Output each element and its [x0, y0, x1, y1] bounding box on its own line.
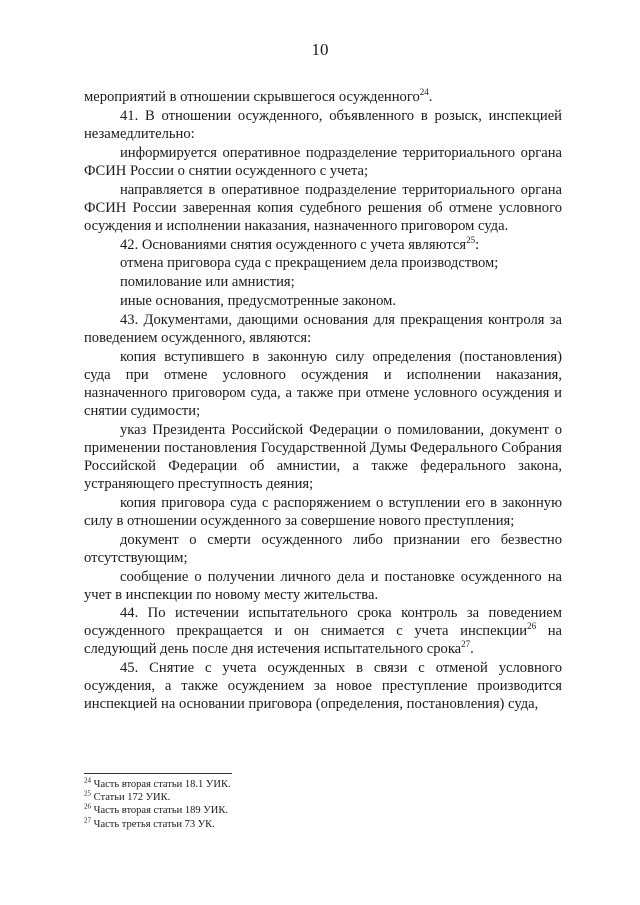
footnote-divider: [84, 773, 232, 774]
paragraph: копия вступившего в законную силу определения (постановления) суда при отмене условного осуждения и исполнении наказания, назначенного приговором суда, а также при отмене условного осуждения и снятии судимости;: [84, 349, 562, 420]
paragraph: помилование или амнистия;: [120, 274, 295, 291]
paragraph: сообщение о получении личного дела и постановке осужденного на учет в инспекции по новому месту жительства.: [84, 568, 562, 603]
footnotes: [84, 778, 562, 831]
paragraph: информируется оперативное подразделение территориального органа ФСИН России о снятии осужденного с учета;: [84, 144, 562, 179]
footnote-ref: 25: [466, 234, 476, 245]
paragraph: мероприятий в отношении скрывшегося осужденного$^{24}$.: [84, 87, 433, 105]
footnote-ref: 27: [461, 639, 471, 650]
body-text: [84, 88, 562, 714]
footnote: $^{26}$ Часть вторая статьи 189 УИК.: [84, 802, 228, 817]
paragraph: отмена приговора суда с прекращением дела производством;: [120, 255, 499, 272]
footnote: $^{27}$ Часть третья статьи 73 УК.: [84, 816, 215, 830]
page-number: 10: [311, 40, 329, 59]
paragraph: указ Президента Российской Федерации о помиловании, документ о применении постановления Государственной Думы Федерального Собрания Российской Федерации об амнистии, а также федерального закона, устраняющего преступность деяния;: [84, 421, 562, 492]
paragraph: 45. Снятие с учета осужденных в связи с отменой условного осуждения, а также осуждением за новое преступление производится инспекцией на основании приговора (определения, постановления) суда,: [84, 660, 562, 713]
footnote: $^{25}$ Статьи 172 УИК.: [84, 789, 171, 804]
paragraph: 41. В отношении осужденного, объявленного в розыск, инспекцией незамедлительно:: [84, 107, 562, 142]
paragraph: иные основания, предусмотренные законом.: [120, 293, 397, 310]
paragraph: документ о смерти осужденного либо признании его безвестно отсутствующим;: [84, 531, 562, 566]
paragraph: копия приговора суда с распоряжением о вступлении его в законную силу в отношении осужденного за совершение нового преступления;: [84, 494, 562, 529]
paragraph: 44. По истечении испытательного срока контроль за поведением осужденного прекращается и он снимается с учета инспекции$^{26}$ на следующий день после дня истечения испытательного срока$^{27}$.: [84, 605, 562, 658]
paragraph: направляется в оперативное подразделение территориального органа ФСИН России заверенная копия судебного решения об отмене условного осуждения и исполнении наказания, назначенного приговором суда.: [84, 181, 562, 234]
footnote-ref: 26: [527, 621, 537, 632]
footnote-ref: 24: [419, 87, 429, 98]
paragraph: 43. Документами, дающими основания для прекращения контроля за поведением осужденного, являются:: [84, 312, 562, 347]
footnote: $^{24}$ Часть вторая статьи 18.1 УИК.: [84, 776, 231, 790]
paragraph: 42. Основаниями снятия осужденного с учета являются$^{25}$:: [120, 234, 480, 253]
